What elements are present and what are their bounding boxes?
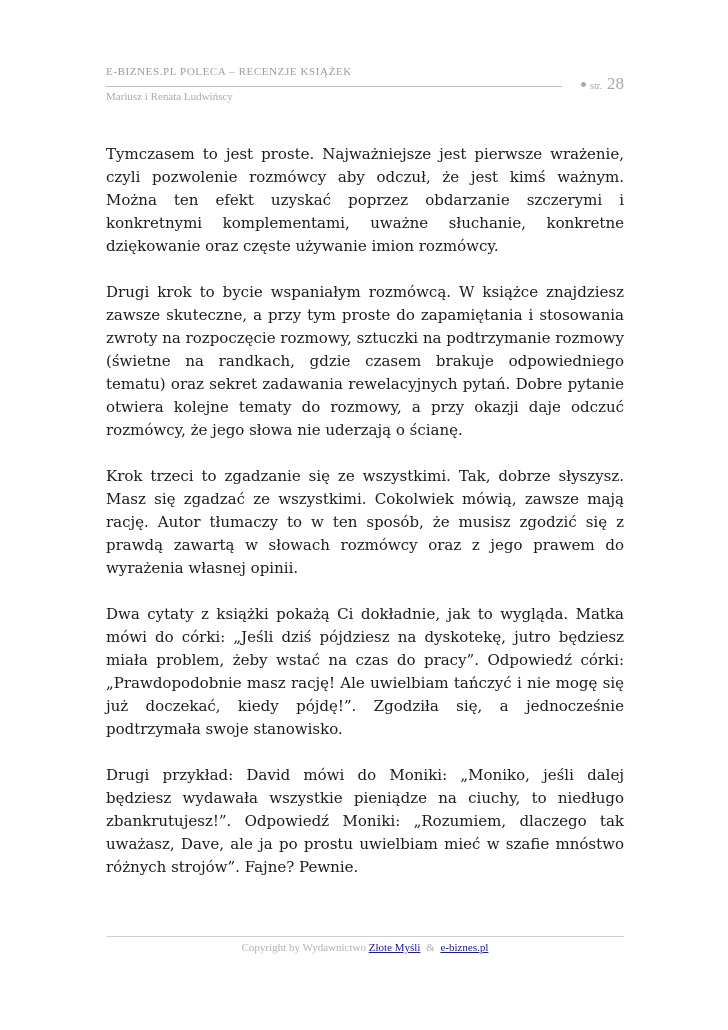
header-divider <box>106 86 562 87</box>
page-number-value: 28 <box>607 74 624 93</box>
page-footer <box>106 942 624 954</box>
publisher-link[interactable]: Złote Myśli <box>368 942 421 954</box>
paragraph-4: Dwa cytaty z książki pokażą Ci dokładnie, jak to wygląda. Matka mówi do córki: „Jeśli dziś pójdziesz na dyskotekę, jutro będziesz miała problem, żeby wstać na czas do pracy”. Odpowiedź córki: „Prawdopodobnie masz rację! Ale uwielbiam tańczyć i nie mogę się już doczekać, kiedy pójdę!”. Zgodziła się, a jednocześnie podtrzymała swoje stanowisko. <box>106 605 624 738</box>
header-authors: Mariusz i Renata Ludwińscy <box>106 91 233 103</box>
footer-copyright: Copyright by Wydawnictwo <box>241 942 366 954</box>
header-title: E-BIZNES.PL POLECA – RECENZJE KSIĄŻEK <box>106 66 352 78</box>
page-number-label: str. <box>590 81 602 92</box>
paragraph-1: Tymczasem to jest proste. Najważniejsze jest pierwsze wrażenie, czyli pozwolenie rozmówcy aby odczuł, że jest kimś ważnym. Można ten efekt uzyskać poprzez obdarzanie szczerymi i konkretnymi komplementami, uważne słuchanie, konkretne dziękowanie oraz częste używanie imion rozmówcy. <box>106 145 624 255</box>
paragraph-3: Krok trzeci to zgadzanie się ze wszystkimi. Tak, dobrze słyszysz. Masz się zgadzać ze wszystkimi. Cokolwiek mówią, zawsze mają rację. Autor tłumaczy to w ten sposób, że musisz zgodzić się z prawdą zawartą w słowach rozmówcy oraz z jego prawem do wyrażenia własnej opinii. <box>106 467 624 577</box>
footer-divider <box>106 936 624 937</box>
page-header <box>106 66 624 110</box>
paragraph-5: Drugi przykład: David mówi do Moniki: „Moniko, jeśli dalej będziesz wydawała wszystkie pieniądze na ciuchy, to niedługo zbankrutujesz!”. Odpowiedź Moniki: „Rozumiem, dlaczego tak uważasz, Dave, ale ja po prostu uwielbiam mieć w szafie mnóstwo różnych strojów”. Fajne? Pewnie. <box>106 766 624 876</box>
paragraph-2: Drugi krok to bycie wspaniałym rozmówcą. W książce znajdziesz zawsze skuteczne, a przy tym proste do zapamiętania i stosowania zwroty na rozpoczęcie rozmowy, sztuczki na podtrzymanie rozmowy (świetne na randkach, gdzie czasem brakuje odpowiedniego tematu) oraz sekret zadawania rewelacyjnych pytań. Dobre pytanie otwiera kolejne tematy do rozmowy, a przy okazji daje odczuć rozmówcy, że jego słowa nie uderzają o ścianę. <box>106 283 624 439</box>
site-link[interactable]: e-biznes.pl <box>440 942 489 954</box>
page-number <box>581 74 624 94</box>
bullet-icon <box>581 82 586 87</box>
body-text <box>106 143 624 902</box>
footer-ampersand: & <box>426 942 435 954</box>
